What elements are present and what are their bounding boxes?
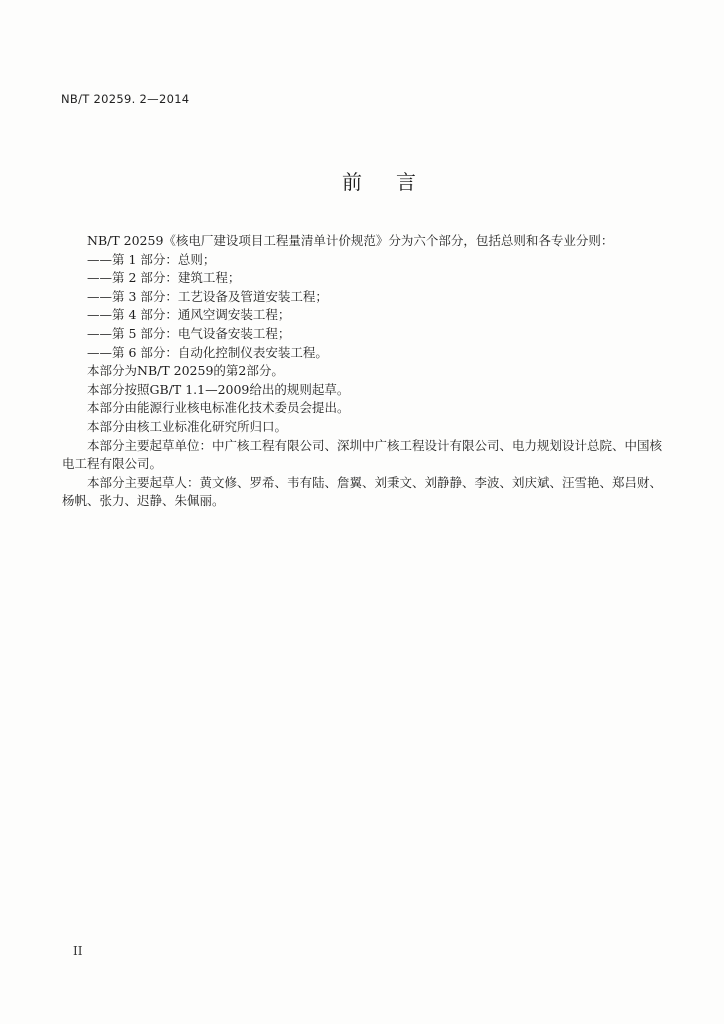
page-number: II	[73, 944, 83, 958]
statement-part-number: 本部分为NB/T 20259的第2部分。	[87, 363, 284, 379]
statement-proposer: 本部分由能源行业核电标准化技术委员会提出。	[87, 400, 350, 416]
statement-administrator: 本部分由核工业标准化研究所归口。	[87, 418, 288, 434]
part-list-item-1: ——第 1 部分：总则；	[87, 251, 216, 267]
foreword-body	[62, 232, 662, 511]
part-list-item-4: ——第 4 部分：通风空调安装工程；	[87, 307, 291, 323]
drafters-paragraph: 本部分主要起草人：黄文修、罗希、韦有陆、詹翼、刘秉文、刘静静、李波、刘庆斌、汪雪艳、郑吕财、杨帆、张力、迟静、朱佩丽。	[62, 474, 663, 509]
intro-paragraph: NB/T 20259《核电厂建设项目工程量清单计价规范》分为六个部分，包括总则和各专业分则：	[87, 233, 614, 248]
statement-drafting-rules: 本部分按照GB/T 1.1—2009给出的规则起草。	[87, 381, 350, 397]
page-title: 前言	[342, 170, 450, 194]
part-list-item-3: ——第 3 部分：工艺设备及管道安装工程；	[87, 288, 328, 304]
part-list-item-2: ——第 2 部分：建筑工程；	[87, 270, 241, 286]
standard-code-header: NB/T 20259. 2—2014	[61, 92, 190, 106]
part-list-item-5: ——第 5 部分：电气设备安装工程；	[87, 325, 291, 341]
drafting-units-paragraph: 本部分主要起草单位：中广核工程有限公司、深圳中广核工程设计有限公司、电力规划设计总院、中国核电工程有限公司。	[62, 437, 663, 472]
part-list-item-6: ——第 6 部分：自动化控制仪表安装工程。	[87, 344, 328, 360]
